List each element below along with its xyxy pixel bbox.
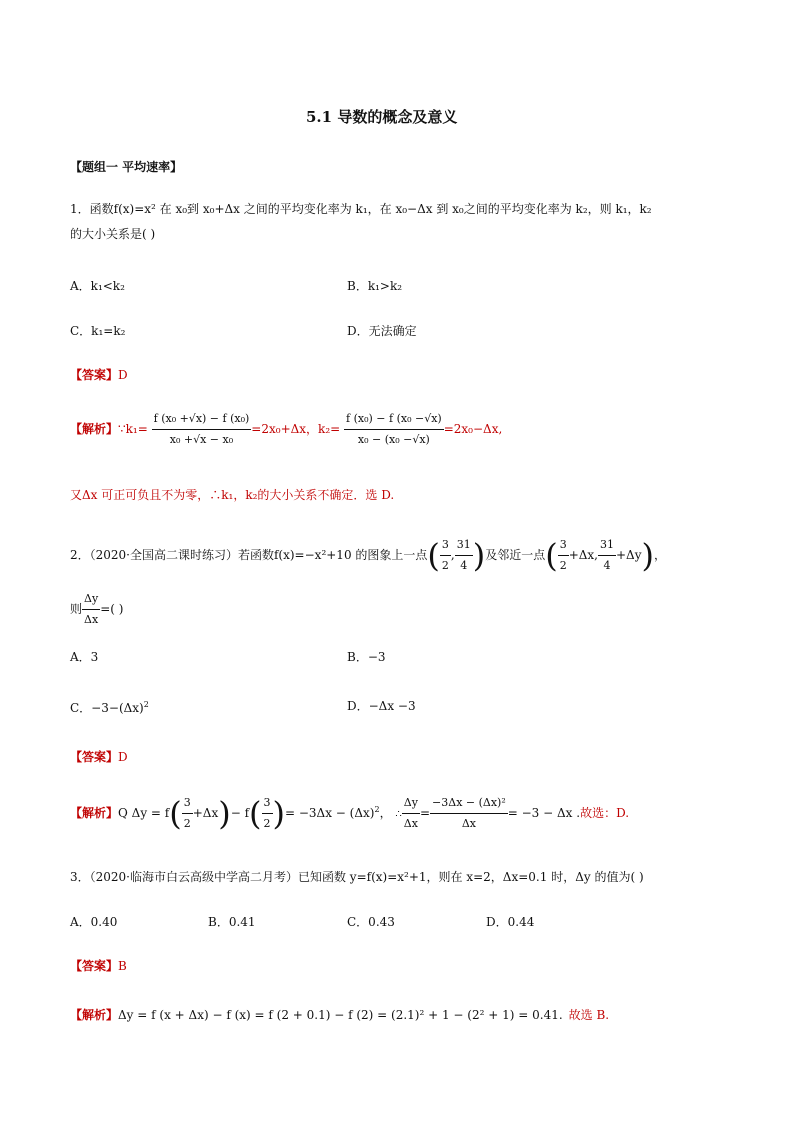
q2-option-a: A．3 [70, 650, 99, 664]
q1-analysis-end: =2x₀−Δx, [443, 422, 503, 436]
q1-analysis [70, 410, 502, 449]
q1-option-d: D．无法确定 [347, 324, 417, 338]
q3-option-c: C．0.43 [347, 915, 395, 929]
q3-option-b: B．0.41 [208, 915, 256, 929]
q1-option-c: C．k₁=k₂ [70, 324, 126, 338]
q2-option-b: B．−3 [347, 650, 386, 664]
q1-k1-fraction: $\frac{\text{f (x₀ +√x) − f (x₀)}}{\text{x₀ +√x − x₀}}$ [153, 412, 250, 446]
answer-tag: 【答案】 [70, 368, 119, 382]
q1-answer [70, 366, 128, 384]
q3-analysis: 【解析】Δy = f (x + Δx) − f (x) = f (2 + 0.1) − f (2) = (2.1)² + 1 − (2² + 1) = 0.41. 故选 B. [70, 1008, 610, 1022]
q2-point2-y: $\frac{31}{4}$ [600, 538, 614, 572]
q1-option-b: B．k₁>k₂ [347, 279, 403, 293]
q3-analysis-math: Δy = f (x + Δx) − f (x) = f (2 + 0.1) − f (2) = (2.1)² + 1 − (2² + 1) = 0.41. [118, 1008, 563, 1022]
q2-answer-value: D [118, 750, 128, 764]
q3-option-d: D．0.44 [486, 915, 535, 929]
q2-point1-x: $\frac{3}{2}$ [441, 538, 449, 572]
q2-point2-x: $\frac{3}{2}$ [559, 538, 567, 572]
q1-k2-fraction: $\frac{\text{f (x₀) − f (x₀ −√x)}}{\text{x₀ − (x₀ −√x)}}$ [346, 412, 442, 446]
q2-option-c: C．$-3-(\Delta x)^2$ [70, 700, 149, 715]
q1-answer-value: D [118, 368, 128, 382]
q1-analysis-line2: 又Δx 可正可负且不为零，∴k₁，k₂的大小关系不确定．选 D. [70, 488, 395, 502]
q2-analysis-math: Q Δy = f( $\frac{3}{2}$ +Δx)− f( $\frac{3}{2}$ )= $-3\Delta x - (\Delta x)^2$， ∴ $\frac{\Delta y}{\Delta x}$ = $\frac{\text{−3Δx − (Δx)²}}{\Delta x}$ = −3 − Δx . [118, 794, 581, 833]
q2-ratio: $\frac{\Delta y}{\Delta x}$ [84, 592, 99, 626]
q1-option-a: A．k₁<k₂ [70, 279, 125, 293]
q1-analysis-pre: ∵k₁= [118, 422, 148, 436]
q2-stem-line1: 2．（2020·全国高二课时练习）若函数f(x)=−x²+10 的图象上一点( $\frac{3}{2}$ , $\frac{31}{4}$ )及邻近一点( $\frac{3}{2}$ +Δx, $\frac{31}{4}$ +Δy)， [70, 536, 666, 575]
q1-stem-line1: 1．函数f(x)=x² 在 x₀到 x₀+Δx 之间的平均变化率为 k₁，在 x₀−Δx 到 x₀之间的平均变化率为 k₂，则 k₁，k₂ [70, 202, 652, 216]
q3-answer: 【答案】B [70, 959, 127, 973]
q2-analysis: 【解析】Q Δy = f( $\frac{3}{2}$ +Δx)− f( $\frac{3}{2}$ )= $-3\Delta x - (\Delta x)^2$， ∴ $\frac{\Delta y}{\Delta x}$ = $\frac{\text{−3Δx − (Δx)²}}{\Delta x}$ = −3 − Δx .故选：D. [70, 794, 630, 833]
q2-stem-line2: 则 $\frac{\Delta y}{\Delta x}$ =( ) [70, 590, 123, 629]
q3-option-a: A．0.40 [70, 915, 118, 929]
q3-stem: 3．（2020·临海市白云高级中学高二月考）已知函数 y=f(x)=x²+1，则在 x=2，Δx=0.1 时，Δy 的值为( ) [70, 870, 644, 884]
q1-analysis-mid: =2x₀+Δx，k₂= [251, 422, 341, 436]
analysis-tag: 【解析】 [70, 422, 119, 436]
q2-point1-y: $\frac{31}{4}$ [456, 538, 471, 572]
q2-answer: 【答案】D [70, 750, 128, 764]
q3-answer-value: B [118, 959, 127, 973]
section-heading: 【题组一 平均速率】 [70, 160, 183, 174]
page-title: 5.1 导数的概念及意义 [306, 108, 458, 126]
q2-option-d: D．−Δx −3 [347, 699, 416, 713]
q1-stem-line2: 的大小关系是( ) [70, 227, 156, 241]
